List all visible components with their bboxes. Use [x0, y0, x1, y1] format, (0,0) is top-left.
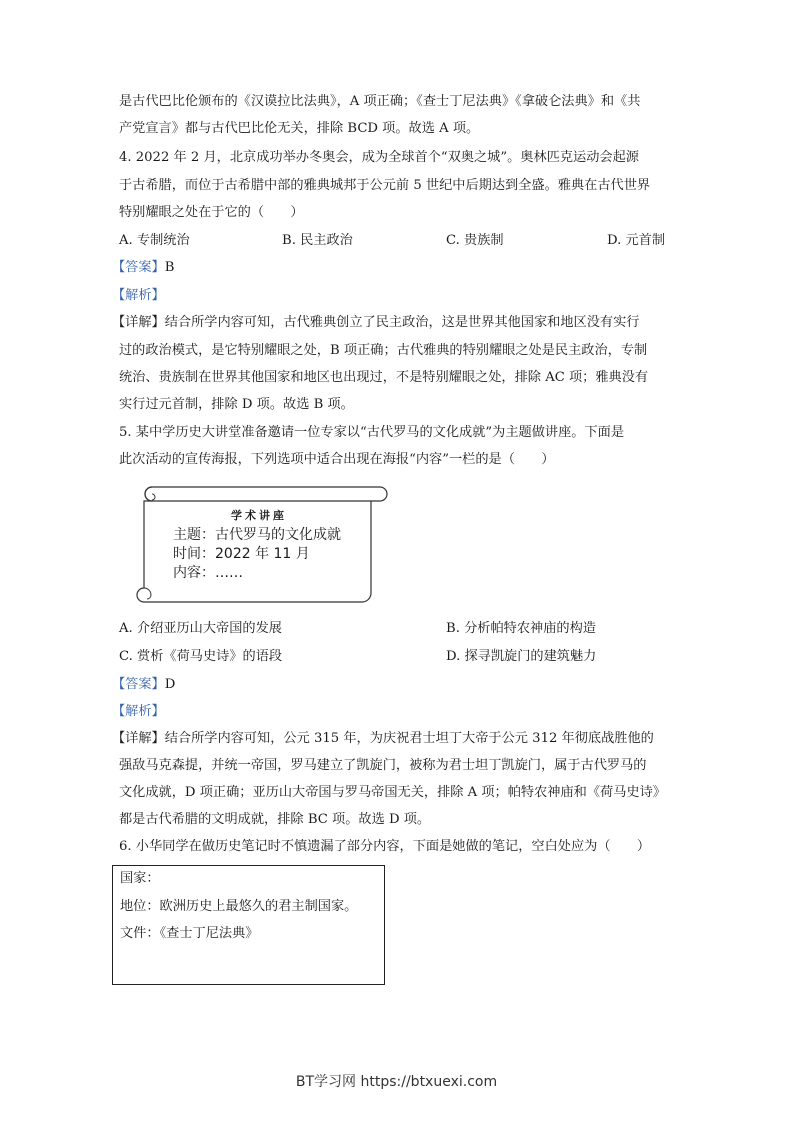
- q5-detail-text: 强敌马克森提，并统一帝国，罗马建立了凯旋门，被称为君士坦丁凯旋门，属于古代罗马的: [119, 758, 647, 773]
- q5-option-d: D. 探寻凯旋门的建筑魅力: [446, 649, 597, 664]
- detail-label: 【详解】: [112, 315, 165, 330]
- poster-time: 时间：2022 年 11 月: [173, 546, 310, 562]
- q4-option-a: A. 专制统治: [119, 233, 190, 248]
- q5-analysis-label: 【解析】: [112, 704, 165, 719]
- poster-heading: 学术讲座: [231, 509, 287, 522]
- question-4-stem: 特别耀眼之处在于它的（ ）: [119, 205, 304, 220]
- note-status: 地位：欧洲历史上最悠久的君主制国家。: [120, 899, 358, 914]
- question-5-stem: 此次活动的宣传海报，下列选项中适合出现在海报“内容”一栏的是（ ）: [119, 452, 555, 467]
- q4-answer: [112, 259, 174, 277]
- q4-detail: [112, 314, 640, 332]
- q4-answer-value: B: [164, 260, 175, 275]
- q4-detail-text: 实行过元首制，排除 D 项。故选 B 项。: [119, 397, 354, 412]
- q4-option-b: B. 民主政治: [282, 233, 353, 248]
- q5-detail-text: 都是古代希腊的文明成就，排除 BC 项。故选 D 项。: [119, 812, 431, 827]
- q4-detail-text: 结合所学内容可知，古代雅典创立了民主政治，这是世界其他国家和地区没有实行: [164, 315, 640, 330]
- q5-detail: [112, 730, 654, 748]
- q4-analysis-label: 【解析】: [112, 288, 165, 303]
- q4-option-c: C. 贵族制: [446, 233, 504, 248]
- notes-box: [112, 865, 385, 985]
- q4-detail-text: 过的政治模式，是它特别耀眼之处，B 项正确；古代雅典的特别耀眼之处是民主政治，专制: [119, 343, 648, 358]
- note-country: 国家：: [120, 871, 160, 886]
- poster-topic: 主题：古代罗马的文化成就: [173, 527, 341, 543]
- q5-answer-value: D: [164, 677, 176, 692]
- answer-label: 【答案】: [112, 260, 165, 275]
- q4-detail-text: 统治、贵族制在世界其他国家和地区也出现过，不是特别耀眼之处，排除 AC 项；雅典没有: [119, 370, 649, 385]
- q5-option-a: A. 介绍亚历山大帝国的发展: [119, 621, 282, 636]
- question-4-stem: 4. 2022 年 2 月，北京成功举办冬奥会，成为全球首个“双奥之城”。奥林匹克运动会起源: [119, 150, 639, 165]
- q4-option-d: D. 元首制: [607, 233, 666, 248]
- question-5-stem: 5. 某中学历史大讲堂准备邀请一位专家以“古代罗马的文化成就”为主题做讲座。下面是: [119, 425, 625, 440]
- question-4-stem: 于古希腊，而位于古希腊中部的雅典城邦于公元前 5 世纪中后期达到全盛。雅典在古代世界: [119, 178, 651, 193]
- q5-option-c: C. 赏析《荷马史诗》的语段: [119, 649, 283, 664]
- q5-detail-text: 文化成就，D 项正确；亚历山大帝国与罗马帝国无关，排除 A 项；帕特农神庙和《荷马史诗》: [119, 785, 666, 800]
- lecture-poster: [134, 485, 390, 605]
- note-document: 文件：《查士丁尼法典》: [120, 926, 259, 941]
- text-line: 是古代巴比伦颁布的《汉谟拉比法典》，A 项正确；《查士丁尼法典》《拿破仑法典》和《共: [119, 94, 641, 109]
- question-6-stem: 6. 小华同学在做历史笔记时不慎遗漏了部分内容，下面是她做的笔记，空白处应为（ ）: [119, 839, 651, 854]
- detail-label: 【详解】: [112, 731, 165, 746]
- q5-answer: [112, 676, 175, 694]
- q5-option-b: B. 分析帕特农神庙的构造: [446, 621, 596, 636]
- poster-content: 内容：……: [173, 565, 243, 581]
- answer-label: 【答案】: [112, 677, 165, 692]
- text-line: 产党宣言》都与古代巴比伦无关，排除 BCD 项。故选 A 项。: [119, 121, 480, 136]
- footer-watermark: BT学习网 https://btxuexi.com: [295, 1074, 498, 1090]
- q5-detail-text: 结合所学内容可知，公元 315 年，为庆祝君士坦丁大帝于公元 312 年彻底战胜他的: [164, 731, 654, 746]
